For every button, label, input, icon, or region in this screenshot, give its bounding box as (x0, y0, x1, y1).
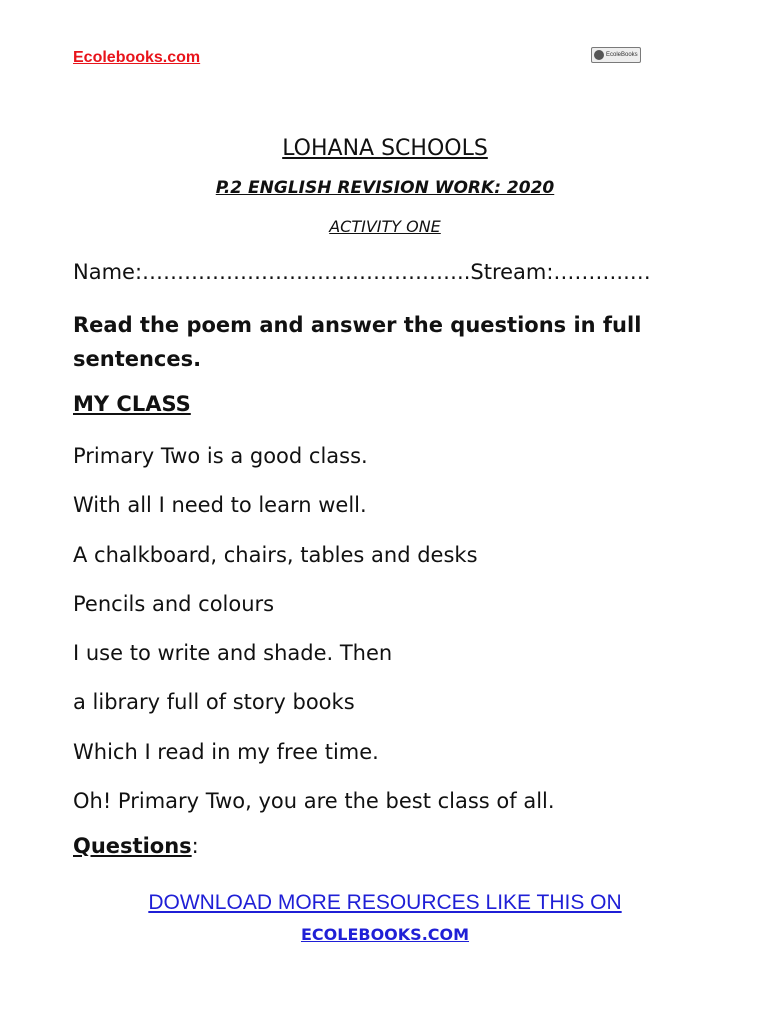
activity-heading: ACTIVITY ONE (329, 217, 441, 236)
poem-line: A chalkboard, chairs, tables and desks (73, 542, 478, 567)
school-name: LOHANA SCHOOLS (282, 136, 488, 161)
questions-heading (73, 834, 199, 858)
poem-line: a library full of story books (73, 690, 355, 715)
ecolebooks-link[interactable]: Ecolebooks.com (73, 49, 201, 66)
name-stream-line: Name:………………………………………..Stream:………..… (73, 260, 651, 284)
poem-lines (73, 440, 555, 834)
poem-line: Oh! Primary Two, you are the best class of all. (73, 789, 555, 814)
poem-line: Pencils and colours (73, 591, 275, 616)
ecolebooks-site-link[interactable]: ECOLEBOOKS.COM (300, 925, 470, 944)
questions-label: Questions (73, 834, 192, 858)
poem-line: Which I read in my free time. (73, 739, 379, 764)
questions-colon: : (191, 834, 199, 858)
download-resources-link[interactable]: DOWNLOAD MORE RESOURCES LIKE THIS ON (148, 891, 622, 914)
logo-mark-icon (594, 50, 604, 60)
poem-line: With all I need to learn well. (73, 493, 367, 518)
poem-line: I use to write and shade. Then (73, 641, 393, 666)
poem-line: Primary Two is a good class. (73, 444, 368, 468)
worksheet-subtitle: P.2 ENGLISH REVISION WORK: 2020 (215, 178, 555, 198)
instruction-text: Read the poem and answer the questions in full sentences. (73, 313, 642, 371)
logo-text: EcoleBooks (606, 52, 638, 58)
ecolebooks-logo (591, 47, 641, 63)
poem-title: MY CLASS (73, 392, 191, 416)
